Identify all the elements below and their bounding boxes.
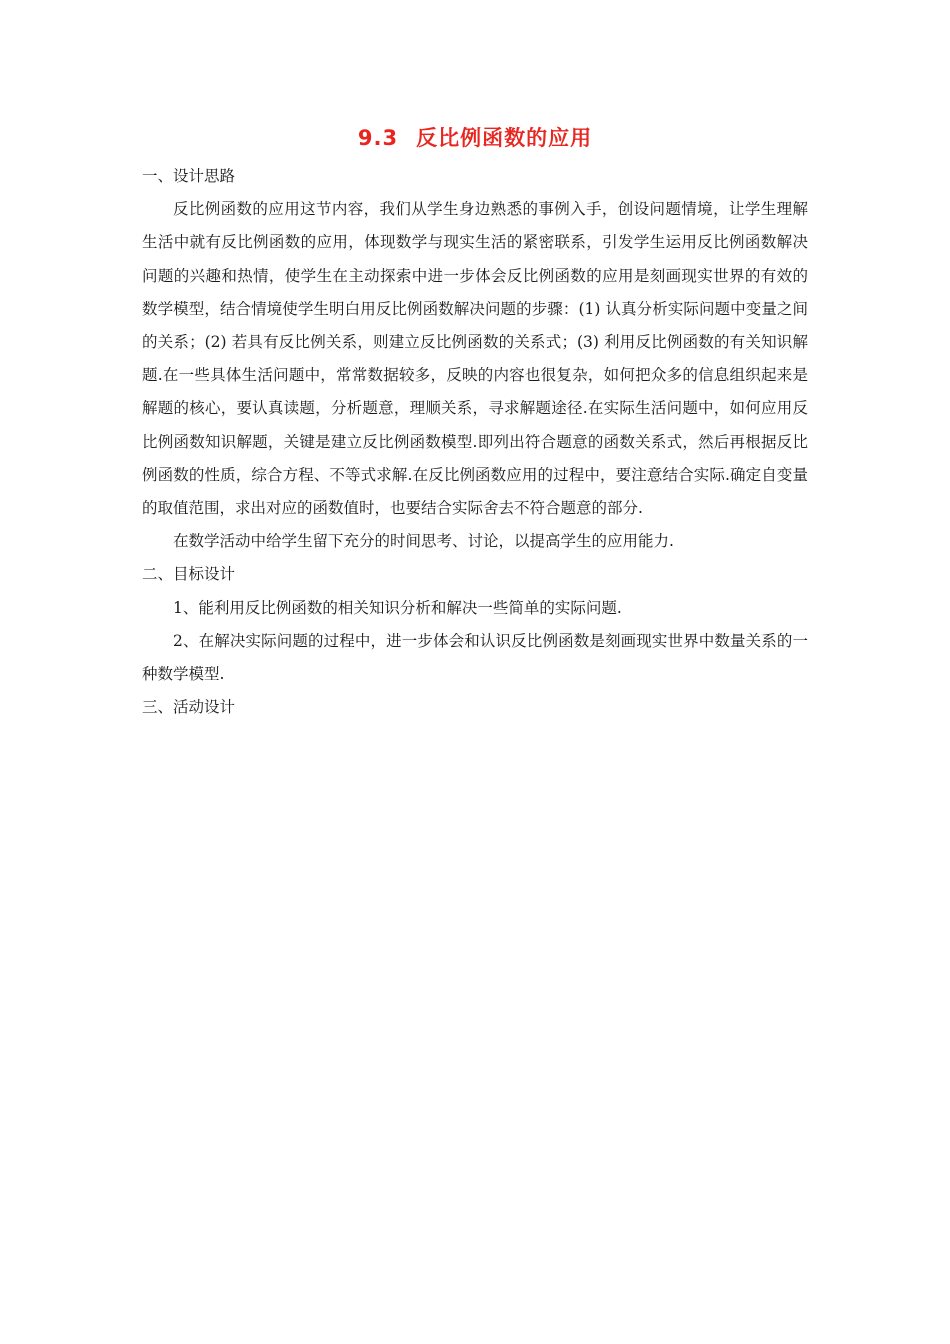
paragraph-design-idea-time: 在数学活动中给学生留下充分的时间思考、讨论，以提高学生的应用能力. [173,532,674,551]
title-text: 反比例函数的应用 [416,126,593,150]
document-title [0,122,950,152]
heading-design-idea: 一、设计思路 [142,167,236,185]
goal-item-2: 2、在解决实际问题的过程中，进一步体会和认识反比例函数是刻画现实世界中数量关系的一种数学模型. [142,631,808,684]
heading-activity-design: 三、活动设计 [142,698,236,717]
document-body [142,160,808,724]
heading-goal-design: 二、目标设计 [142,565,236,584]
section-number: 9.3 [357,126,399,150]
paragraph-design-idea-main: 反比例函数的应用这节内容，我们从学生身边熟悉的事例入手，创设问题情境，让学生理解生活中就有反比例函数的应用，体现数学与现实生活的紧密联系，引发学生运用反比例函数解决问题的兴趣和热情，使学生在主动探索中进一步体会反比例函数的应用是刻画现实世界的有效的数学模型，结合情境使学生明白用反比例函数解决问题的步骤：(1) 认真分析实际问题中变量之间的关系；(2) 若具有反比例关系，则建立反比例函数的关系式；(3) 利用反比例函数的有关知识解题.在一些具体生活问题中，常常数据较多，反映的内容也很复杂，如何把众多的信息组织起来是解题的核心，要认真读题，分析题意，理顺关系，寻求解题途径.在实际生活问题中，如何应用反比例函数知识解题，关键是建立反比例函数模型.即列出符合题意的函数关系式，然后再根据反比例函数的性质，综合方程、不等式求解.在反比例函数应用的过程中，要注意结合实际.确定自变量的取值范围，求出对应的函数值时，也要结合实际舍去不符合题意的部分. [142,200,808,518]
goal-item-1: 1、能利用反比例函数的相关知识分析和解决一些简单的实际问题. [173,598,622,617]
